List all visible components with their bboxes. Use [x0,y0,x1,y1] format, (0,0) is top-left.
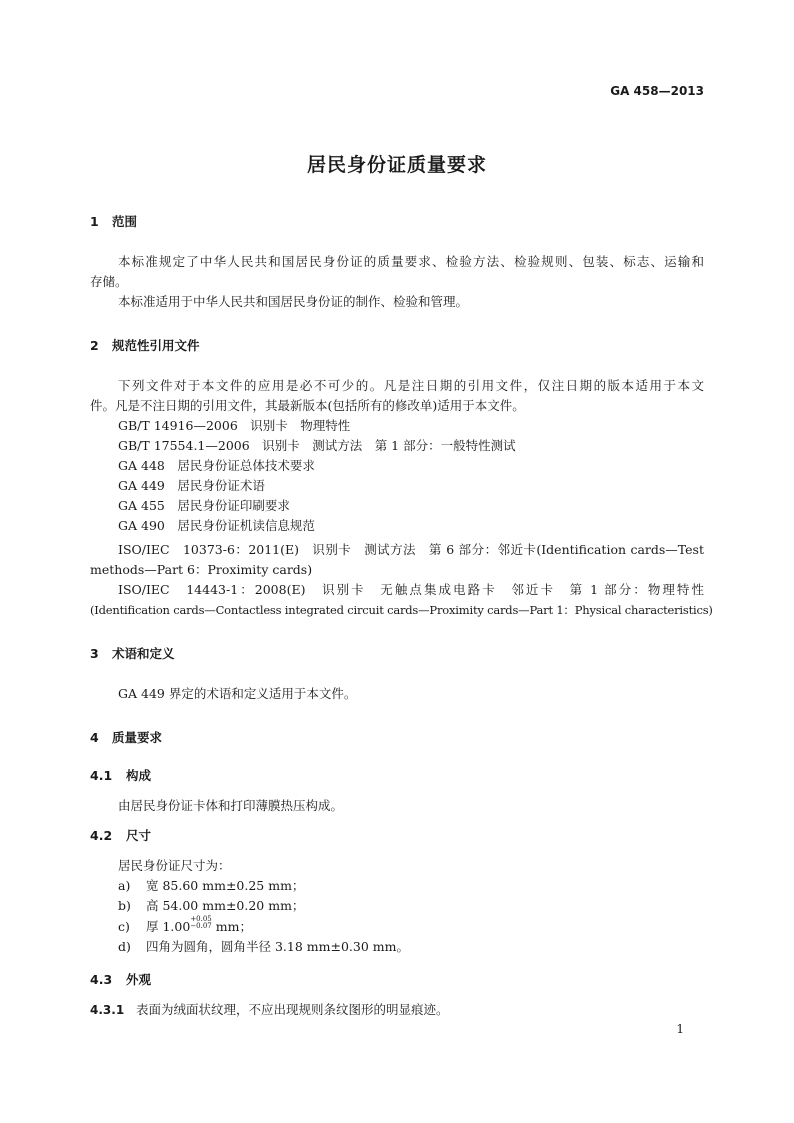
paragraph-line: 存储。 [90,274,128,289]
section-title: 规范性引用文件 [112,338,200,353]
paragraph-line: (Identification cards—Contactless integrated circuit cards—Proximity cards—Part 1：Physical characteristics) [90,603,713,617]
section-4-3-1 [90,1000,449,1020]
reference-item: GB/T 14916—2006 识别卡 物理特性 [118,418,351,433]
paragraph-line: 件。凡是不注日期的引用文件，其最新版本(包括所有的修改单)适用于本文件。 [90,398,525,413]
list-label: d) [118,939,131,954]
section-number: 1 [90,214,99,229]
section-4-2-heading [90,826,151,844]
section-number: 2 [90,338,99,353]
section-3-heading [90,644,175,662]
section-2-intro [90,376,704,416]
section-3-paragraph: GA 449 界定的术语和定义适用于本文件。 [118,686,357,701]
reference-iso-10373 [90,540,704,580]
section-number: 3 [90,646,99,661]
section-number: 4 [90,730,99,745]
section-1-paragraph-1 [90,252,704,292]
list-text: 宽 85.60 mm±0.25 mm； [146,878,305,893]
list-label: c) [118,919,130,934]
section-title: 尺寸 [126,828,152,843]
tolerance-upper: +0.05 [190,915,212,923]
document-title: 居民身份证质量要求 [306,154,487,176]
paragraph-line: methods—Part 6：Proximity cards) [90,562,313,577]
section-4-2-intro: 居民身份证尺寸为： [118,858,231,873]
section-4-3-heading [90,970,151,988]
section-2-heading [90,336,200,354]
section-title: 范围 [112,214,138,229]
section-title: 术语和定义 [112,646,175,661]
section-1-paragraph-2: 本标准适用于中华人民共和国居民身份证的制作、检验和管理。 [118,294,469,309]
clause-number: 4.3.1 [90,1003,125,1017]
paragraph-line: ISO/IEC 10373-6：2011(E) 识别卡 测试方法 第 6 部分：邻近卡(Identification cards—Test [118,542,704,557]
section-4-heading [90,728,162,746]
clause-text: 表面为绒面状纹理，不应出现规则条纹图形的明显痕迹。 [136,1002,449,1017]
list-text: mm； [211,919,252,934]
reference-item: GA 449 居民身份证术语 [118,478,265,493]
list-item [118,876,409,896]
paragraph-line: ISO/IEC 14443-1：2008(E) 识别卡 无触点集成电路卡 邻近卡 第 1 部分：物理特性 [118,582,704,597]
reference-iso-14443 [90,580,713,620]
list-label: a) [118,878,131,893]
list-item [118,896,409,916]
list-text: 高 54.00 mm±0.20 mm； [146,898,305,913]
section-number: 4.1 [90,768,113,783]
standard-number: GA 458—2013 [610,84,704,98]
reference-item: GA 455 居民身份证印刷要求 [118,498,290,513]
paragraph-line: 本标准规定了中华人民共和国居民身份证的质量要求、检验方法、检验规则、包装、标志、运输和 [118,254,704,269]
section-title: 外观 [126,972,152,987]
list-item [118,937,409,957]
section-title: 构成 [126,768,152,783]
section-number: 4.2 [90,828,113,843]
section-number: 4.3 [90,972,113,987]
reference-item: GA 490 居民身份证机读信息规范 [118,518,315,533]
reference-item: GA 448 居民身份证总体技术要求 [118,458,315,473]
list-label: b) [118,898,131,913]
tolerance [190,916,211,930]
section-4-1-paragraph: 由居民身份证卡体和打印薄膜热压构成。 [118,798,344,813]
paragraph-line: 下列文件对于本文件的应用是必不可少的。凡是注日期的引用文件，仅注日期的版本适用于本文 [118,378,704,393]
reference-list [118,416,516,536]
list-text: 厚 1.00 [146,919,191,934]
list-text: 四角为圆角，圆角半径 3.18 mm±0.30 mm。 [146,939,409,954]
list-item [118,916,409,937]
tolerance-lower: −0.07 [190,922,212,930]
reference-item: GB/T 17554.1—2006 识别卡 测试方法 第 1 部分：一般特性测试 [118,438,516,453]
dimension-list [118,876,409,957]
section-1-heading [90,212,137,230]
section-4-1-heading [90,766,151,784]
page-number: 1 [676,1022,684,1036]
section-title: 质量要求 [112,730,163,745]
